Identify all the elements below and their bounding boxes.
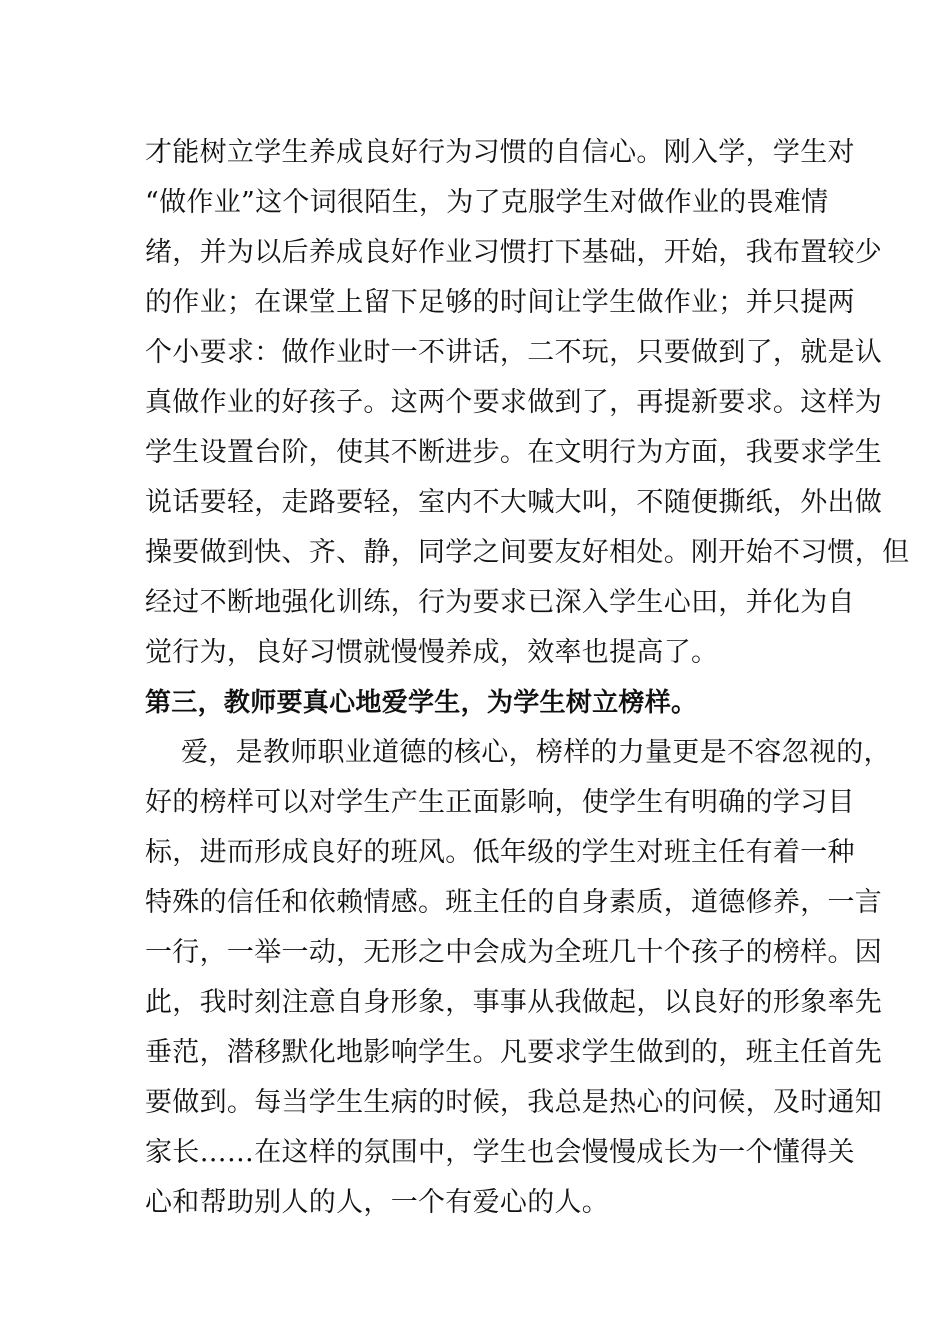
paragraph-line: 觉行为，良好习惯就慢慢养成，效率也提高了。 bbox=[145, 637, 719, 668]
paragraph-line: “做作业”这个词很陌生，为了克服学生对做作业的畏难情 bbox=[145, 187, 829, 218]
paragraph-line: 个小要求：做作业时一不讲话，二不玩，只要做到了，就是认 bbox=[145, 337, 883, 368]
document-body bbox=[145, 128, 910, 1228]
paragraph-habits bbox=[145, 128, 910, 678]
paragraph-line: 标，进而形成良好的班风。低年级的学生对班主任有着一种 bbox=[145, 837, 855, 868]
paragraph-line: 学生设置台阶，使其不断进步。在文明行为方面，我要求学生 bbox=[145, 437, 883, 468]
paragraph-line: 的作业；在课堂上留下足够的时间让学生做作业；并只提两 bbox=[145, 287, 855, 318]
section-heading: 第三，教师要真心地爱学生，为学生树立榜样。 bbox=[145, 688, 698, 718]
paragraph-line: 真做作业的好孩子。这两个要求做到了，再提新要求。这样为 bbox=[145, 387, 883, 418]
paragraph-line: 才能树立学生养成良好行为习惯的自信心。刚入学，学生对 bbox=[145, 137, 855, 168]
paragraph-line: 说话要轻，走路要轻，室内不大喊大叫，不随便撕纸，外出做 bbox=[145, 487, 883, 518]
paragraph-line: 要做到。每当学生生病的时候，我总是热心的问候，及时通知 bbox=[145, 1087, 883, 1118]
paragraph-line: 绪，并为以后养成良好作业习惯打下基础，开始，我布置较少 bbox=[145, 237, 883, 268]
paragraph-line: 此，我时刻注意自身形象，事事从我做起，以良好的形象率先 bbox=[145, 987, 883, 1018]
paragraph-line: 经过不断地强化训练，行为要求已深入学生心田，并化为自 bbox=[145, 587, 855, 618]
paragraph-line: 垂范，潜移默化地影响学生。凡要求学生做到的，班主任首先 bbox=[145, 1037, 883, 1068]
paragraph-line: 心和帮助别人的人，一个有爱心的人。 bbox=[145, 1187, 610, 1218]
paragraph-line: 特殊的信任和依赖情感。班主任的自身素质，道德修养，一言 bbox=[145, 887, 883, 918]
paragraph-line: 操要做到快、齐、静，同学之间要友好相处。刚开始不习惯，但 bbox=[145, 537, 910, 568]
paragraph-line: 家长……在这样的氛围中，学生也会慢慢成长为一个懂得关 bbox=[145, 1137, 855, 1168]
paragraph-line: 好的榜样可以对学生产生正面影响，使学生有明确的学习目 bbox=[145, 787, 855, 818]
paragraph-role-model bbox=[145, 728, 891, 1228]
paragraph-line: 一行，一举一动，无形之中会成为全班几十个孩子的榜样。因 bbox=[145, 937, 883, 968]
paragraph-line: 爱，是教师职业道德的核心，榜样的力量更是不容忽视的， bbox=[181, 737, 891, 768]
